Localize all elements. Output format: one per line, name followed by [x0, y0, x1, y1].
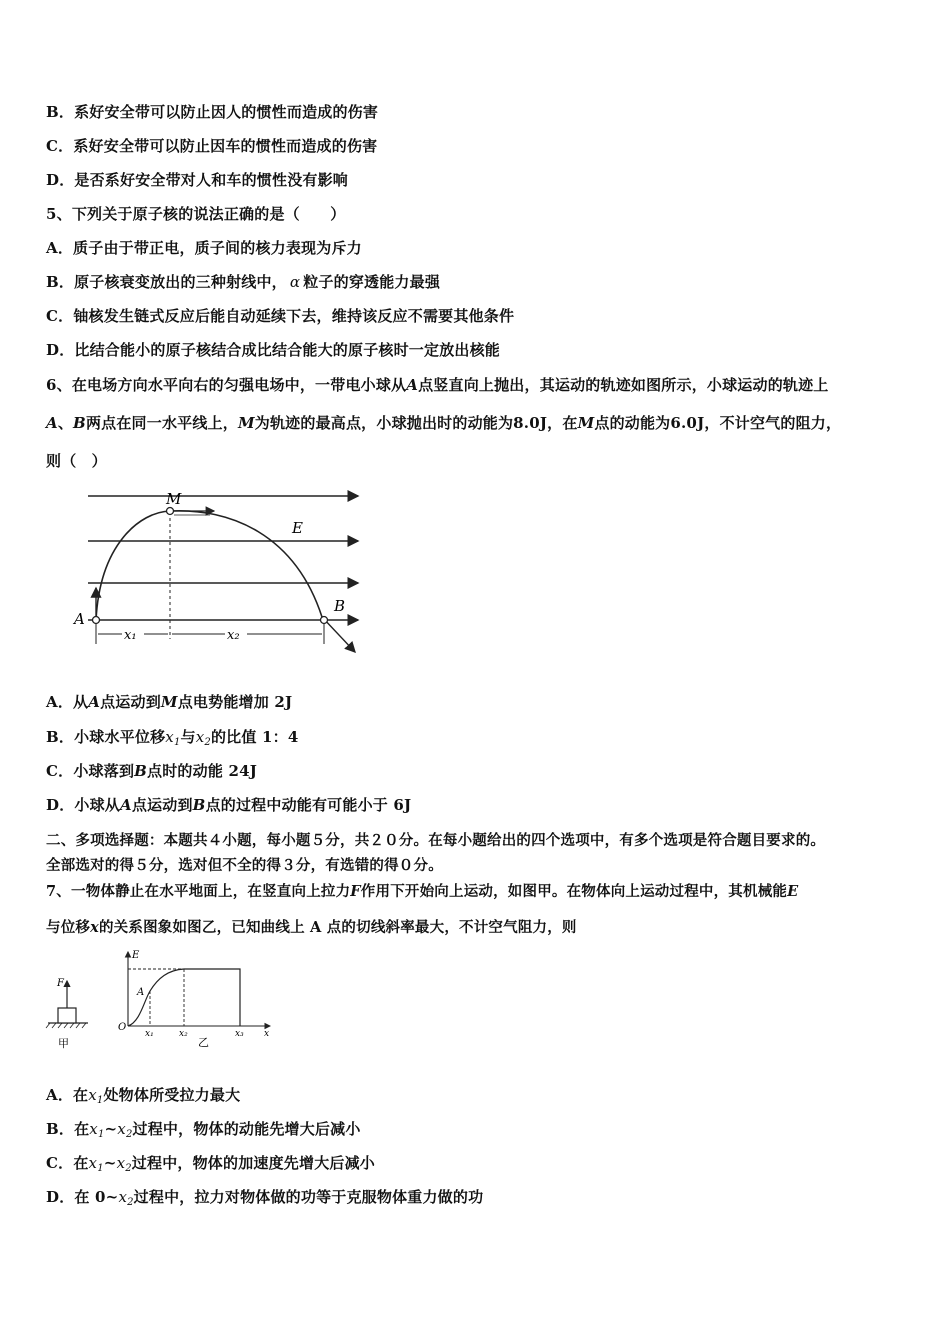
t: ~	[103, 1154, 117, 1172]
t: 2	[125, 1129, 133, 1140]
t: ~	[104, 1120, 118, 1138]
e-curve	[128, 969, 240, 1026]
t: B	[134, 762, 148, 780]
t: M	[160, 693, 178, 711]
t: x	[118, 1188, 128, 1206]
label-x: x	[264, 1029, 270, 1039]
label-x1: x₁	[145, 1029, 154, 1039]
q6-stem-line-1	[46, 374, 829, 395]
t: 1	[96, 1095, 104, 1106]
t: 1	[97, 1163, 104, 1174]
t: 与	[180, 728, 196, 746]
t: 2	[125, 1163, 132, 1174]
q6-a: A	[46, 414, 58, 432]
t: 的比值 1：4	[210, 728, 299, 746]
label-a: A	[137, 987, 145, 998]
t: B	[192, 796, 206, 814]
t: x	[89, 1120, 98, 1138]
q5-option-d: D．比结合能小的原子核结合成比结合能大的原子核时一定放出核能	[46, 341, 501, 359]
t: A	[88, 693, 101, 711]
t: A	[120, 796, 132, 814]
t: x	[165, 728, 174, 746]
t: x	[195, 728, 205, 746]
t: x	[90, 919, 99, 936]
q6-stem-text-2: 点竖直向上抛出，其运动的轨迹如图所示，小球运动的轨迹上	[418, 376, 829, 394]
t: x	[88, 1154, 98, 1172]
point-m	[167, 508, 174, 515]
t: 过程中，物体的加速度先增大后减小	[131, 1154, 375, 1172]
t: A．从	[46, 693, 89, 711]
q6-stem-line-2	[46, 412, 841, 433]
label-x2: x₂	[179, 1029, 188, 1039]
t: 点电势能增加 2J	[177, 693, 293, 711]
label-x1: x₁	[124, 628, 137, 643]
q6-text-2: 为轨迹的最高点，小球抛出时的动能为8.0J，在	[254, 414, 578, 432]
t: 处物体所受拉力最大	[103, 1086, 241, 1104]
t: E	[787, 883, 799, 900]
t: 1	[97, 1129, 105, 1140]
q6-option-b	[46, 726, 298, 748]
q6-text: 两点在同一水平线上，	[85, 414, 238, 432]
q6-comma: 、	[57, 414, 74, 432]
q6-option-a	[46, 691, 292, 712]
t: x	[88, 1086, 97, 1104]
q6-option-d	[46, 794, 411, 815]
section2-heading-line-1: 二、多项选择题：本题共４小题，每小题５分，共２０分。在每小题给出的四个选项中，有多个选项是符合题目要求的。	[46, 832, 826, 849]
label-e: E	[132, 950, 140, 961]
q6-trajectory-figure	[60, 484, 370, 659]
q4-option-b: B．系好安全带可以防止因人的惯性而造成的伤害	[46, 103, 379, 121]
t: B．小球水平位移	[46, 728, 166, 746]
section2-heading-line-2: 全部选对的得５分，选对但不全的得３分，有选错的得０分。	[46, 857, 443, 874]
ground-hatch	[46, 1023, 86, 1028]
alpha-symbol: α	[289, 273, 301, 291]
t: 作用下开始向上运动，如图甲。在物体向上运动过程中，其机械能	[360, 883, 788, 900]
t: C．小球落到	[46, 762, 135, 780]
label-f: F	[57, 978, 64, 989]
q5-option-b-text-2: 粒子的穿透能力最强	[303, 273, 441, 291]
t: 7、一物体静止在水平地面上，在竖直向上拉力	[46, 883, 351, 900]
q6-stem-line-3: 则（ ）	[46, 452, 107, 470]
q5-option-b-text: B．原子核衰变放出的三种射线中，	[46, 273, 287, 291]
label-b: B	[334, 597, 346, 615]
q7-option-a	[46, 1084, 240, 1106]
t: 点运动到	[100, 693, 161, 711]
q6-text-3: 点的动能为6.0J，不计空气的阻力，	[594, 414, 842, 432]
label-m: M	[166, 490, 182, 508]
q5-option-a: A．质子由于带正电，质子间的核力表现为斥力	[46, 239, 362, 257]
t: 点的过程中动能有可能小于 6J	[205, 796, 412, 814]
label-x3: x₃	[235, 1029, 244, 1039]
q7-stem-line-2	[46, 916, 577, 937]
q5-option-c: C．铀核发生链式反应后能自动延续下去，维持该反应不需要其他条件	[46, 307, 515, 325]
q7-stem-line-1	[46, 880, 798, 901]
q6-m: M	[237, 414, 255, 432]
t: 的关系图象如图乙，已知曲线上 A 点的切线斜率最大，不计空气阻力，则	[98, 919, 577, 936]
t: x	[117, 1120, 126, 1138]
q6-point-a: A	[406, 376, 419, 394]
t: F	[350, 883, 361, 900]
q6-m-2: M	[577, 414, 595, 432]
q5-option-b	[46, 271, 440, 292]
label-x2: x₂	[227, 628, 240, 643]
t: 2	[127, 1197, 134, 1208]
trajectory-curve	[96, 511, 322, 620]
q7-option-c	[46, 1152, 375, 1174]
q6-b: B	[73, 414, 86, 432]
t: C．在	[46, 1154, 89, 1172]
t: 过程中，拉力对物体做的功等于克服物体重力做的功	[133, 1188, 484, 1206]
t: 2	[204, 737, 211, 748]
q4-option-d: D．是否系好安全带对人和车的惯性没有影响	[46, 171, 349, 189]
label-a: A	[74, 610, 85, 628]
t: A．在	[46, 1086, 89, 1104]
t: 过程中，物体的动能先增大后减小	[132, 1120, 361, 1138]
t: 点运动到	[131, 796, 193, 814]
point-a	[93, 617, 100, 624]
t: 点时的动能 24J	[147, 762, 258, 780]
block	[58, 1008, 76, 1023]
q5-stem: 5、下列关于原子核的说法正确的是（ ）	[46, 205, 346, 223]
point-b	[321, 617, 328, 624]
t: D．小球从	[46, 796, 121, 814]
t: 1	[173, 737, 181, 748]
q7-option-b	[46, 1118, 361, 1140]
t: x	[116, 1154, 126, 1172]
t: D．在 0~	[46, 1188, 119, 1206]
t: 与位移	[46, 919, 91, 936]
t: B．在	[46, 1120, 90, 1138]
q6-option-c	[46, 760, 257, 781]
q6-stem-text: 6、在电场方向水平向右的匀强电场中，一带电小球从	[46, 376, 407, 394]
label-o: O	[118, 1022, 127, 1033]
label-e: E	[292, 519, 303, 537]
label-jia: 甲	[58, 1037, 69, 1050]
q7-figure	[44, 946, 280, 1054]
label-yi: 乙	[198, 1036, 209, 1049]
q4-option-c: C．系好安全带可以防止因车的惯性而造成的伤害	[46, 137, 378, 155]
q7-option-d	[46, 1186, 483, 1208]
